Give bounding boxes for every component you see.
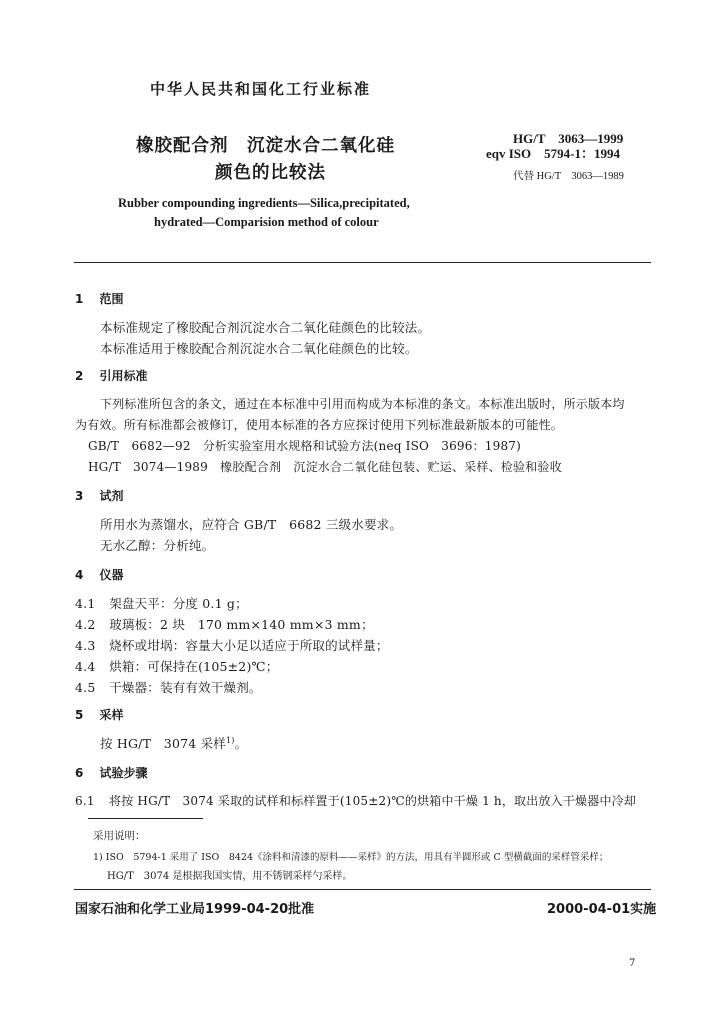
item-text: 烘箱：可保持在(105±2)℃； bbox=[109, 659, 279, 674]
section-1-paragraph-1: 本标准规定了橡胶配合剂沉淀水合二氧化硅颜色的比较法。 bbox=[100, 320, 431, 335]
section-title: 试验步骤 bbox=[99, 766, 148, 780]
item-text: 烧杯或坩埚：容量大小足以适应于所取的试样量； bbox=[109, 638, 389, 653]
reference-2: HG/T 3074—1989 橡胶配合剂 沉淀水合二氧化硅包装、贮运、采样、检验和验收 bbox=[88, 460, 562, 474]
footnote-label: 采用说明： bbox=[93, 830, 146, 842]
footnote-line-2: HG/T 3074 是根据我国实情，用不锈钢采样勺采样。 bbox=[107, 871, 353, 882]
section-4-heading bbox=[75, 566, 124, 583]
section-2-paragraph-line1: 下列标准所包含的条文，通过在本标准中引用而构成为本标准的条文。本标准出版时，所示版本均 bbox=[100, 397, 625, 411]
document-title-line2: 颜色的比较法 bbox=[215, 163, 326, 183]
sampling-text-end: 。 bbox=[234, 736, 248, 751]
footnote-marker: 1) bbox=[226, 735, 235, 745]
item-text: 架盘天平：分度 0.1 g； bbox=[109, 596, 248, 611]
instrument-item bbox=[75, 657, 278, 675]
instrument-item bbox=[75, 636, 389, 654]
instrument-item bbox=[75, 678, 262, 696]
item-number: 4.2 bbox=[75, 617, 96, 632]
item-number: 4.4 bbox=[75, 659, 96, 674]
reference-1: GB/T 6682—92 分析实验室用水规格和试验方法(neq ISO 3696：1987) bbox=[88, 439, 522, 453]
instrument-item bbox=[75, 615, 374, 633]
english-title-line2: hydrated—Comparision method of colour bbox=[154, 215, 379, 229]
instrument-item bbox=[75, 594, 248, 612]
section-1-heading bbox=[75, 290, 124, 307]
item-text: 将按 HG/T 3074 采取的试样和标样置于(105±2)℃的烘箱中干燥 1 h，取出放入干燥器中冷却 bbox=[109, 794, 637, 808]
item-number: 4.3 bbox=[75, 638, 96, 653]
item-number: 4.5 bbox=[75, 680, 96, 695]
replaces-standard: 代替 HG/T 3063—1989 bbox=[513, 171, 624, 182]
section-title: 范围 bbox=[99, 292, 124, 306]
section-3-paragraph-1: 所用水为蒸馏水，应符合 GB/T 6682 三级水要求。 bbox=[100, 517, 403, 532]
section-6-heading bbox=[75, 764, 148, 781]
footnote-divider bbox=[88, 818, 203, 819]
section-number: 3 bbox=[75, 489, 84, 503]
header-divider bbox=[74, 262, 651, 263]
section-5-heading bbox=[75, 706, 124, 723]
document-title-line1: 橡胶配合剂 沉淀水合二氧化硅 bbox=[136, 136, 395, 156]
section-2-heading bbox=[75, 367, 148, 384]
section-number: 5 bbox=[75, 708, 84, 722]
section-3-heading bbox=[75, 487, 124, 504]
equivalent-standard bbox=[486, 143, 620, 162]
item-number: 6.1 bbox=[75, 794, 95, 808]
section-title: 引用标准 bbox=[99, 369, 148, 383]
section-2-paragraph-line2: 为有效。所有标准都会被修订，使用本标准的各方应探讨使用下列标准最新版本的可能性。 bbox=[75, 418, 564, 432]
eqv-prefix: eqv bbox=[486, 146, 506, 161]
issuer-statement: 国家石油和化学工业局1999-04-20批准 bbox=[75, 902, 315, 917]
footnote-line-1: 1) ISO 5794-1 采用了 ISO 8424《涂料和清漆的原料——采样》的方法，用具有半圆形或 C 型横截面的采样管采样； bbox=[93, 852, 609, 863]
effective-date: 2000-04-01实施 bbox=[547, 902, 657, 917]
eqv-reference: ISO 5794-1：1994 bbox=[508, 146, 620, 161]
procedure-item bbox=[75, 792, 636, 809]
item-text: 玻璃板：2 块 170 mm×140 mm×3 mm； bbox=[109, 617, 374, 632]
standard-number: HG/T 3063—1999 bbox=[513, 131, 624, 146]
section-number: 4 bbox=[75, 568, 84, 582]
english-title-line1: Rubber compounding ingredients—Silica,precipitated, bbox=[118, 196, 410, 210]
section-title: 采样 bbox=[99, 708, 124, 722]
section-1-paragraph-2: 本标准适用于橡胶配合剂沉淀水合二氧化硅颜色的比较。 bbox=[100, 341, 418, 356]
sampling-text: 按 HG/T 3074 采样 bbox=[100, 736, 226, 751]
section-3-paragraph-2: 无水乙醇：分析纯。 bbox=[100, 538, 215, 553]
item-number: 4.1 bbox=[75, 596, 96, 611]
page-number: 7 bbox=[629, 958, 636, 969]
section-title: 试剂 bbox=[99, 489, 124, 503]
section-5-paragraph bbox=[100, 734, 247, 752]
section-number: 2 bbox=[75, 369, 84, 383]
footer-divider bbox=[74, 889, 651, 890]
item-text: 干燥器：装有有效干燥剂。 bbox=[109, 680, 262, 695]
section-number: 6 bbox=[75, 766, 84, 780]
section-title: 仪器 bbox=[99, 568, 124, 582]
section-number: 1 bbox=[75, 292, 84, 306]
organization-title: 中华人民共和国化工行业标准 bbox=[150, 80, 372, 98]
